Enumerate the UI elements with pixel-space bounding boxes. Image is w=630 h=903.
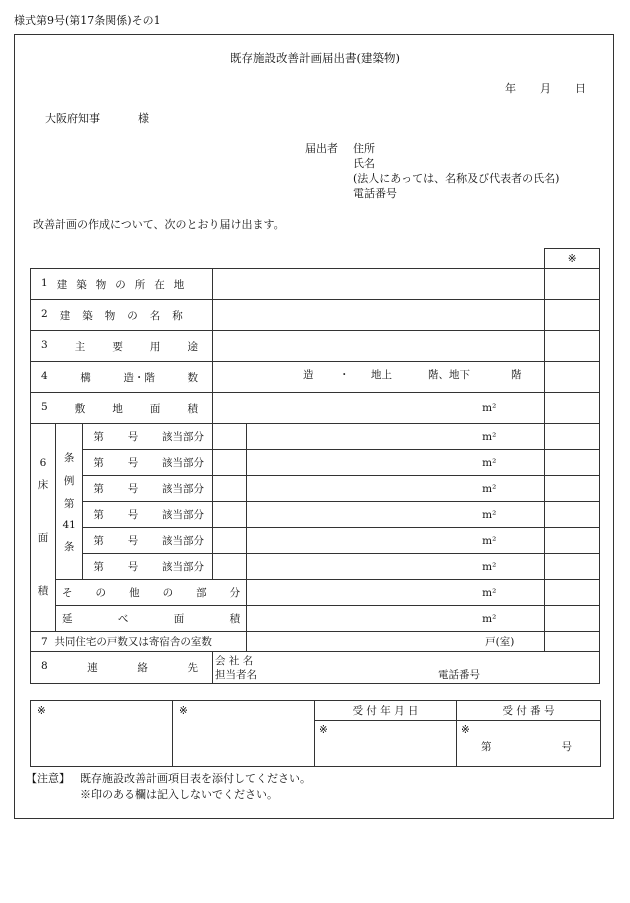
office-use-box-2: ※	[173, 701, 315, 767]
article-41-subrow-check	[545, 554, 600, 580]
article-41-subrow-area[interactable]: m²	[247, 424, 545, 450]
article-41-subrow-check	[545, 528, 600, 554]
article-41-subrow-label: 第 号 該当部分	[83, 554, 213, 580]
row-site-area-label: 5 敷 地 面 積	[31, 393, 213, 424]
row-site-area-value[interactable]: m²	[213, 393, 545, 424]
reception-number-header: 受 付 番 号	[457, 701, 601, 721]
article-41-subrow-check	[545, 424, 600, 450]
notifier-phone-label: 電話番号	[353, 187, 397, 200]
article-41-subrow-blank[interactable]	[213, 450, 247, 476]
office-use-box-1: ※	[31, 701, 173, 767]
units-count-value[interactable]: 戸(室)	[247, 632, 545, 652]
article-41-subrow-area[interactable]: m²	[247, 450, 545, 476]
article-41-label: 条 例 第 41 条	[56, 424, 83, 580]
article-41-subrow-area[interactable]: m²	[247, 476, 545, 502]
article-41-subrow-label: 第 号 該当部分	[83, 450, 213, 476]
article-41-subrow-blank[interactable]	[213, 528, 247, 554]
row-main-use-value[interactable]	[213, 331, 545, 362]
article-41-subrow-label: 第 号 該当部分	[83, 502, 213, 528]
addressee-name: 大阪府知事	[45, 112, 100, 125]
addressee-honorific: 様	[138, 112, 149, 125]
floor-area-outer-label: 6 床 面 積	[31, 424, 56, 632]
row-location-value[interactable]	[213, 269, 545, 300]
form-number: 様式第9号(第17条関係)その1	[14, 14, 161, 27]
units-count-check	[545, 632, 600, 652]
main-table	[30, 248, 600, 684]
article-41-subrow-blank[interactable]	[213, 476, 247, 502]
date-month: 月	[540, 82, 551, 95]
article-41-subrow-blank[interactable]	[213, 554, 247, 580]
contact-company-label: 会 社 名	[215, 654, 254, 667]
contact-person-label: 担当者名	[215, 668, 258, 681]
article-41-subrow-check	[545, 450, 600, 476]
notifier-corp-note: (法人にあっては、名称及び代表者の氏名)	[353, 172, 560, 185]
total-floor-area-label: 延 べ 面 積	[56, 606, 247, 632]
article-41-subrow-blank[interactable]	[213, 502, 247, 528]
reception-date-header: 受 付 年 月 日	[315, 701, 457, 721]
units-count-label: 7 共同住宅の戸数又は寄宿舎の室数	[31, 632, 247, 652]
row-location-label: 1 建 築 物 の 所 在 地	[31, 269, 213, 300]
row-building-name-check	[545, 300, 600, 331]
article-41-subrow-blank[interactable]	[213, 424, 247, 450]
other-parts-area[interactable]: m²	[247, 580, 545, 606]
article-41-subrow-check	[545, 502, 600, 528]
contact-phone-label: 電話番号	[438, 668, 481, 681]
date-day: 日	[575, 82, 586, 95]
notes-line-2: ※印のある欄は記入しないでください。	[80, 788, 278, 801]
notes-label: 【注意】	[26, 772, 70, 785]
notifier-name-label: 氏名	[353, 157, 375, 170]
other-parts-label: そ の 他 の 部 分	[56, 580, 247, 606]
date-year: 年	[505, 82, 516, 95]
row-main-use-check	[545, 331, 600, 362]
article-41-subrow-label: 第 号 該当部分	[83, 476, 213, 502]
reception-table	[30, 700, 601, 767]
contact-value[interactable]	[213, 652, 600, 684]
row-site-area-check	[545, 393, 600, 424]
article-41-subrow-check	[545, 476, 600, 502]
row-location-check	[545, 269, 600, 300]
office-use-mark: ※	[545, 249, 600, 269]
reception-number-cell: ※ 第 号	[457, 721, 601, 767]
article-41-subrow-label: 第 号 該当部分	[83, 424, 213, 450]
row-main-use-label: 3 主 要 用 途	[31, 331, 213, 362]
notifier-address-label: 住所	[353, 142, 375, 155]
row-structure-check	[545, 362, 600, 393]
row-building-name-value[interactable]	[213, 300, 545, 331]
intro-text: 改善計画の作成について、次のとおり届け出ます。	[33, 218, 285, 231]
row-building-name-label: 2 建 築 物 の 名 称	[31, 300, 213, 331]
reception-date-cell: ※	[315, 721, 457, 767]
contact-label: 8 連 絡 先	[31, 652, 213, 684]
row-structure-value[interactable]: 造 ・ 地上 階、地下 階	[213, 362, 545, 393]
article-41-subrow-area[interactable]: m²	[247, 528, 545, 554]
total-floor-area-value[interactable]: m²	[247, 606, 545, 632]
notifier-label: 届出者	[305, 142, 338, 155]
total-floor-area-check	[545, 606, 600, 632]
article-41-subrow-area[interactable]: m²	[247, 554, 545, 580]
other-parts-check	[545, 580, 600, 606]
article-41-subrow-area[interactable]: m²	[247, 502, 545, 528]
article-41-subrow-label: 第 号 該当部分	[83, 528, 213, 554]
form-title: 既存施設改善計画届出書(建築物)	[230, 51, 400, 65]
notes-line-1: 既存施設改善計画項目表を添付してください。	[80, 772, 311, 785]
row-structure-label: 4 構 造・階 数	[31, 362, 213, 393]
